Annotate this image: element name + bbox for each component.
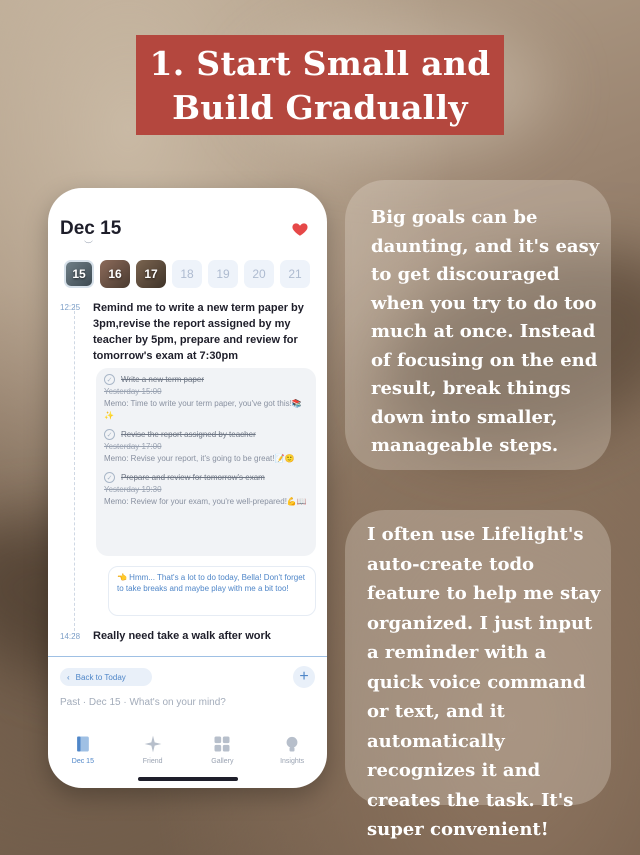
phone-screenshot <box>48 188 327 788</box>
tab-insights[interactable] <box>257 734 327 765</box>
day-17[interactable]: 17 <box>136 260 166 288</box>
entry-text[interactable]: Remind me to write a new term paper by 3pm,revise the report assigned by my teacher by 5pm, prepare and review for tomorrow's exam at 7:30pm <box>93 302 304 362</box>
tab-label: Gallery <box>211 758 234 765</box>
tab-label: Dec 15 <box>71 758 94 765</box>
ai-reply-bubble: 👈 Hmm... That's a lot to do today, Bella! Don't forget to take breaks and maybe play with me a bit too! <box>108 566 316 616</box>
card-text: I often use Lifelight's auto-create todo feature to help me stay organized. I just input a reminder with a quick voice command or text, and it automatically recognizes it and creates the task. It's super convenient! <box>367 524 601 840</box>
check-icon[interactable]: ✓ <box>104 429 115 440</box>
check-icon[interactable]: ✓ <box>104 374 115 385</box>
tab-bar <box>48 734 327 765</box>
title-line-1: 1. Start Small and <box>149 44 491 83</box>
todo-item[interactable] <box>104 374 308 422</box>
timeline-line <box>74 306 75 636</box>
todo-title: Revise the report assigned by teacher <box>121 430 256 439</box>
chevron-left-icon: ‹ <box>67 672 70 682</box>
todo-memo: Memo: Revise your report, it's going to be great!📝🙂 <box>104 454 295 463</box>
todo-card <box>96 368 316 556</box>
heart-icon[interactable] <box>291 220 309 238</box>
text-card-big-goals <box>345 180 611 470</box>
date-title[interactable]: Dec 15 <box>60 218 122 239</box>
notebook-icon <box>73 734 93 754</box>
todo-item[interactable] <box>104 472 308 508</box>
back-to-today-button[interactable] <box>60 668 152 686</box>
tab-gallery[interactable] <box>188 734 258 765</box>
divider <box>48 656 327 657</box>
back-to-today-label: Back to Today <box>75 672 126 682</box>
title-banner <box>136 35 504 135</box>
todo-time: Yesterday 17:00 <box>104 442 162 451</box>
text-card-lifelight <box>345 510 611 840</box>
todo-title: Write a new term paper <box>121 375 204 384</box>
chevron-down-icon[interactable]: ︶ <box>84 240 94 250</box>
home-indicator <box>138 777 238 781</box>
tab-label: Friend <box>142 758 163 765</box>
todo-title: Prepare and review for tomorrow's exam <box>121 473 265 482</box>
tab-journal[interactable] <box>48 734 118 765</box>
day-19[interactable]: 19 <box>208 260 238 288</box>
todo-memo: Memo: Review for your exam, you're well-prepared!💪📖 <box>104 497 307 506</box>
card-text: Big goals can be daunting, and it's easy to get discouraged when you try to do too much at once. Instead of focusing on the end result, break things down into smaller, manageable steps. <box>371 207 600 456</box>
check-icon[interactable]: ✓ <box>104 472 115 483</box>
day-15[interactable]: 15 <box>64 260 94 288</box>
todo-time: Yesterday 15:00 <box>104 387 162 396</box>
todo-memo: Memo: Time to write your term paper, you've got this!📚✨ <box>104 399 302 420</box>
entry-time: 12:25 <box>60 303 81 312</box>
entry-input[interactable]: Past · Dec 15 · What's on your mind? <box>60 697 226 708</box>
todo-item[interactable] <box>104 429 308 465</box>
lightbulb-icon <box>282 734 302 754</box>
day-16[interactable]: 16 <box>100 260 130 288</box>
sparkle-icon <box>143 734 163 754</box>
day-strip <box>64 260 310 288</box>
gallery-icon <box>212 734 232 754</box>
day-20[interactable]: 20 <box>244 260 274 288</box>
title-line-2: Build Gradually <box>172 88 468 127</box>
day-21[interactable]: 21 <box>280 260 310 288</box>
todo-time: Yesterday 19:30 <box>104 485 162 494</box>
entry-time: 14:28 <box>60 632 81 641</box>
tab-label: Insights <box>280 758 305 765</box>
tab-friend[interactable] <box>118 734 188 765</box>
day-18[interactable]: 18 <box>172 260 202 288</box>
add-button[interactable]: + <box>293 666 315 688</box>
entry-text[interactable]: Really need take a walk after work <box>93 630 271 642</box>
